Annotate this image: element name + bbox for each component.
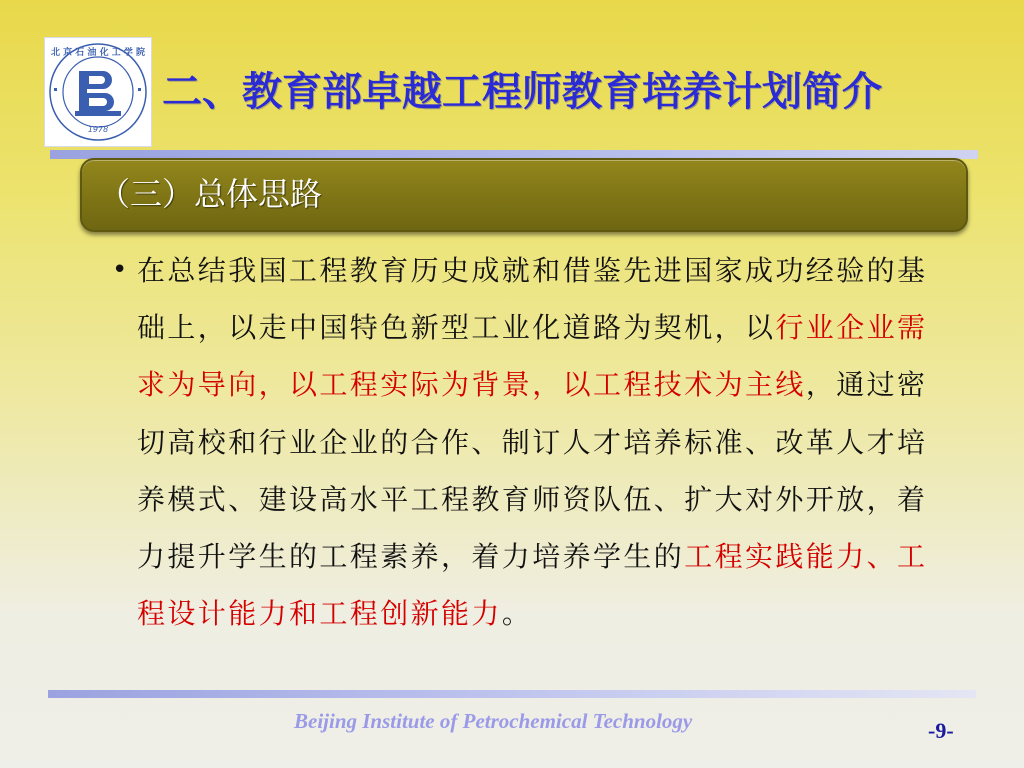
university-logo (44, 37, 152, 147)
section-banner (80, 158, 968, 232)
body-text-1: 在总结我国工程教育历史成就和借鉴先进国家成功经验的基础上，以走中国特色新型工业化道路为契机，以 (137, 254, 928, 345)
body-text-2: ，通过密切高校和行业企业的合作、制订人才培养标准、改革人才培养模式、建设高水平工程教育师资队伍、扩大对外开放，着力提升学生的工程素养，着力培养学生的 (137, 368, 928, 574)
section-label: （三）总体思路 (98, 175, 323, 213)
body-emphasis-1: 行业企业需求为导向，以工程实际为背景，以工程技术为主线 (137, 311, 928, 402)
bullet-list (112, 242, 932, 642)
body-emphasis-2: 工程实践能力、工程设计能力和工程创新能力 (137, 540, 928, 631)
body-text-3: 。 (501, 597, 533, 631)
footer-divider (48, 690, 976, 698)
logo-year: 1978 (87, 125, 109, 134)
bullet-paragraph (137, 242, 932, 642)
slide-title: 二、教育部卓越工程师教育培养计划简介 (162, 69, 882, 115)
university-seal-icon (45, 38, 151, 146)
institution-footer: Beijing Institute of Petrochemical Technology (294, 709, 693, 733)
bullet-dot-icon: • (112, 255, 128, 285)
svg-text:北 京 石 油 化 工 学 院: 北 京 石 油 化 工 学 院 (51, 48, 145, 58)
page-number: -9- (928, 718, 954, 743)
